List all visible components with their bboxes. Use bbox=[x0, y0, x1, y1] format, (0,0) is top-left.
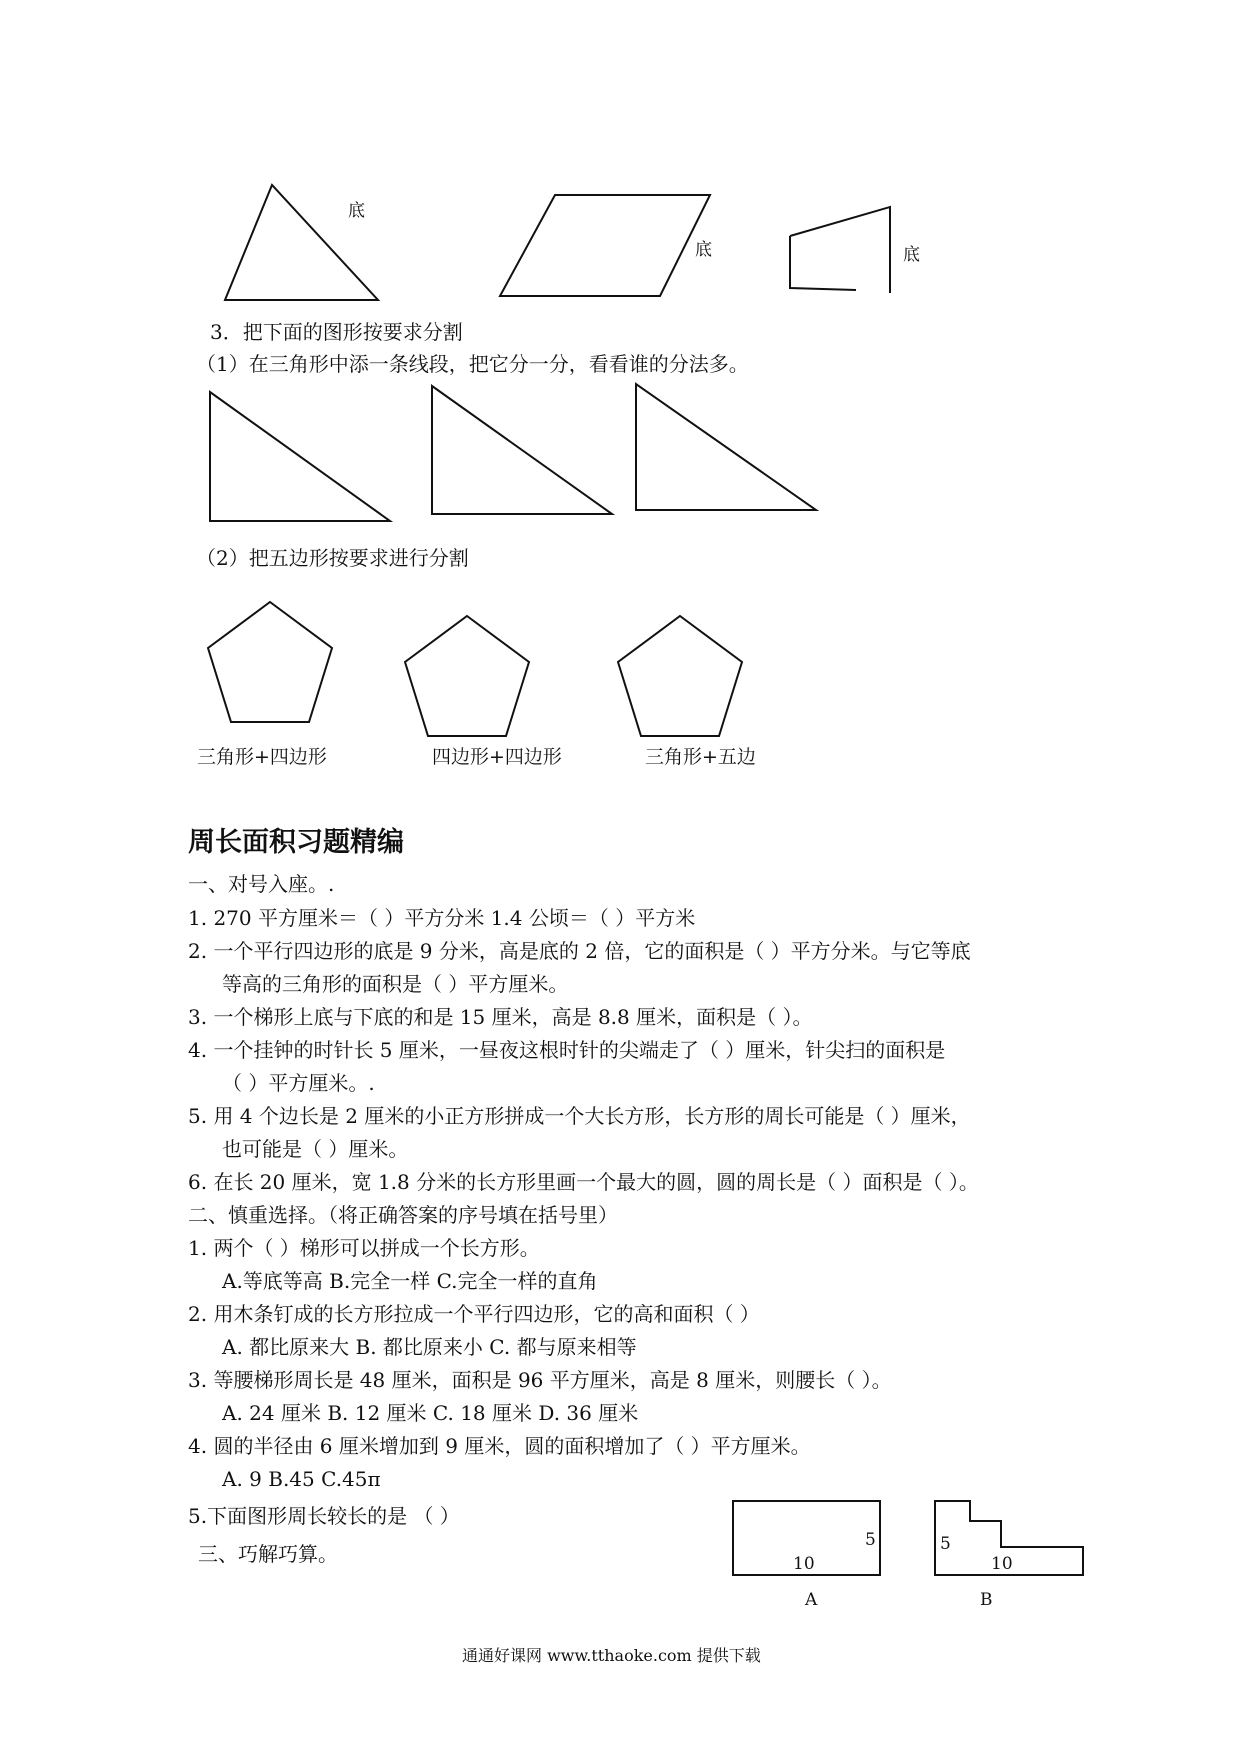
part1-line-9: 6. 在长 20 厘米，宽 1.8 分米的长方形里画一个最大的圆，圆的周长是（ ）面积是（ ）。 bbox=[188, 1170, 979, 1194]
part2-line-6: A. 24 厘米 B. 12 厘米 C. 18 厘米 D. 36 厘米 bbox=[222, 1401, 639, 1425]
figB-name: B bbox=[980, 1590, 993, 1610]
part2-line-9: 5.下面图形周长较长的是 （ ） bbox=[188, 1504, 460, 1528]
figA-name: A bbox=[805, 1590, 818, 1610]
exercise-heading: 周长面积习题精编 bbox=[188, 827, 404, 858]
parallelogram-base-label: 底 bbox=[695, 240, 712, 260]
figB-width-label: 10 bbox=[991, 1554, 1013, 1574]
part2-title: 二、慎重选择。（将正确答案的序号填在括号里） bbox=[188, 1203, 618, 1227]
part1-line-2: 2. 一个平行四边形的底是 9 分米，高是底的 2 倍，它的面积是（ ）平方分米。与它等底 bbox=[188, 939, 971, 963]
part2-line-5: 3. 等腰梯形周长是 48 厘米，面积是 96 平方厘米，高是 8 厘米，则腰长（ ）。 bbox=[188, 1368, 892, 1392]
pentagon-caption-2: 四边形+四边形 bbox=[432, 746, 562, 768]
part1-line-4: 3. 一个梯形上底与下底的和是 15 厘米，高是 8.8 厘米，面积是（ ）。 bbox=[188, 1005, 813, 1029]
pentagon-caption-3: 三角形+五边 bbox=[645, 746, 756, 768]
part2-line-4: A. 都比原来大 B. 都比原来小 C. 都与原来相等 bbox=[222, 1335, 637, 1359]
section3-part2: （2）把五边形按要求进行分割 bbox=[196, 546, 469, 570]
figB-height-label: 5 bbox=[940, 1534, 951, 1554]
part2-line-8: A. 9 B.45 C.45π bbox=[222, 1467, 381, 1491]
figA-height-label: 5 bbox=[865, 1530, 876, 1550]
part1-title: 一、对号入座。. bbox=[188, 872, 335, 896]
part2-line-1: 1. 两个（ ）梯形可以拼成一个长方形。 bbox=[188, 1236, 540, 1260]
triangle-base-label: 底 bbox=[348, 201, 365, 221]
figA-width-label: 10 bbox=[793, 1554, 815, 1574]
part1-line-6: （ ）平方厘米。. bbox=[222, 1071, 375, 1095]
part1-line-1: 1. 270 平方厘米＝（ ）平方分米 1.4 公顷＝（ ）平方米 bbox=[188, 906, 696, 930]
part1-line-8: 也可能是（ ）厘米。 bbox=[222, 1137, 409, 1161]
section3-part1: （1）在三角形中添一条线段，把它分一分，看看谁的分法多。 bbox=[196, 352, 749, 376]
section3-title: 3．把下面的图形按要求分割 bbox=[210, 320, 463, 344]
part2-line-2: A.等底等高 B.完全一样 C.完全一样的直角 bbox=[222, 1269, 598, 1293]
part1-line-3: 等高的三角形的面积是（ ）平方厘米。 bbox=[222, 972, 569, 996]
part1-line-5: 4. 一个挂钟的时针长 5 厘米，一昼夜这根时针的尖端走了（ ）厘米，针尖扫的面积是 bbox=[188, 1038, 946, 1062]
part2-line-3: 2. 用木条钉成的长方形拉成一个平行四边形，它的高和面积（ ） bbox=[188, 1302, 760, 1326]
page-footer: 通通好课网 www.tthaoke.com 提供下载 bbox=[462, 1646, 761, 1665]
part2-line-7: 4. 圆的半径由 6 厘米增加到 9 厘米，圆的面积增加了（ ）平方厘米。 bbox=[188, 1434, 811, 1458]
trapezoid-base-label: 底 bbox=[903, 245, 920, 265]
part3-title: 三、巧解巧算。 bbox=[198, 1542, 338, 1566]
pentagon-caption-1: 三角形+四边形 bbox=[197, 746, 327, 768]
part1-line-7: 5. 用 4 个边长是 2 厘米的小正方形拼成一个大长方形，长方形的周长可能是（ ）厘米， bbox=[188, 1104, 971, 1128]
